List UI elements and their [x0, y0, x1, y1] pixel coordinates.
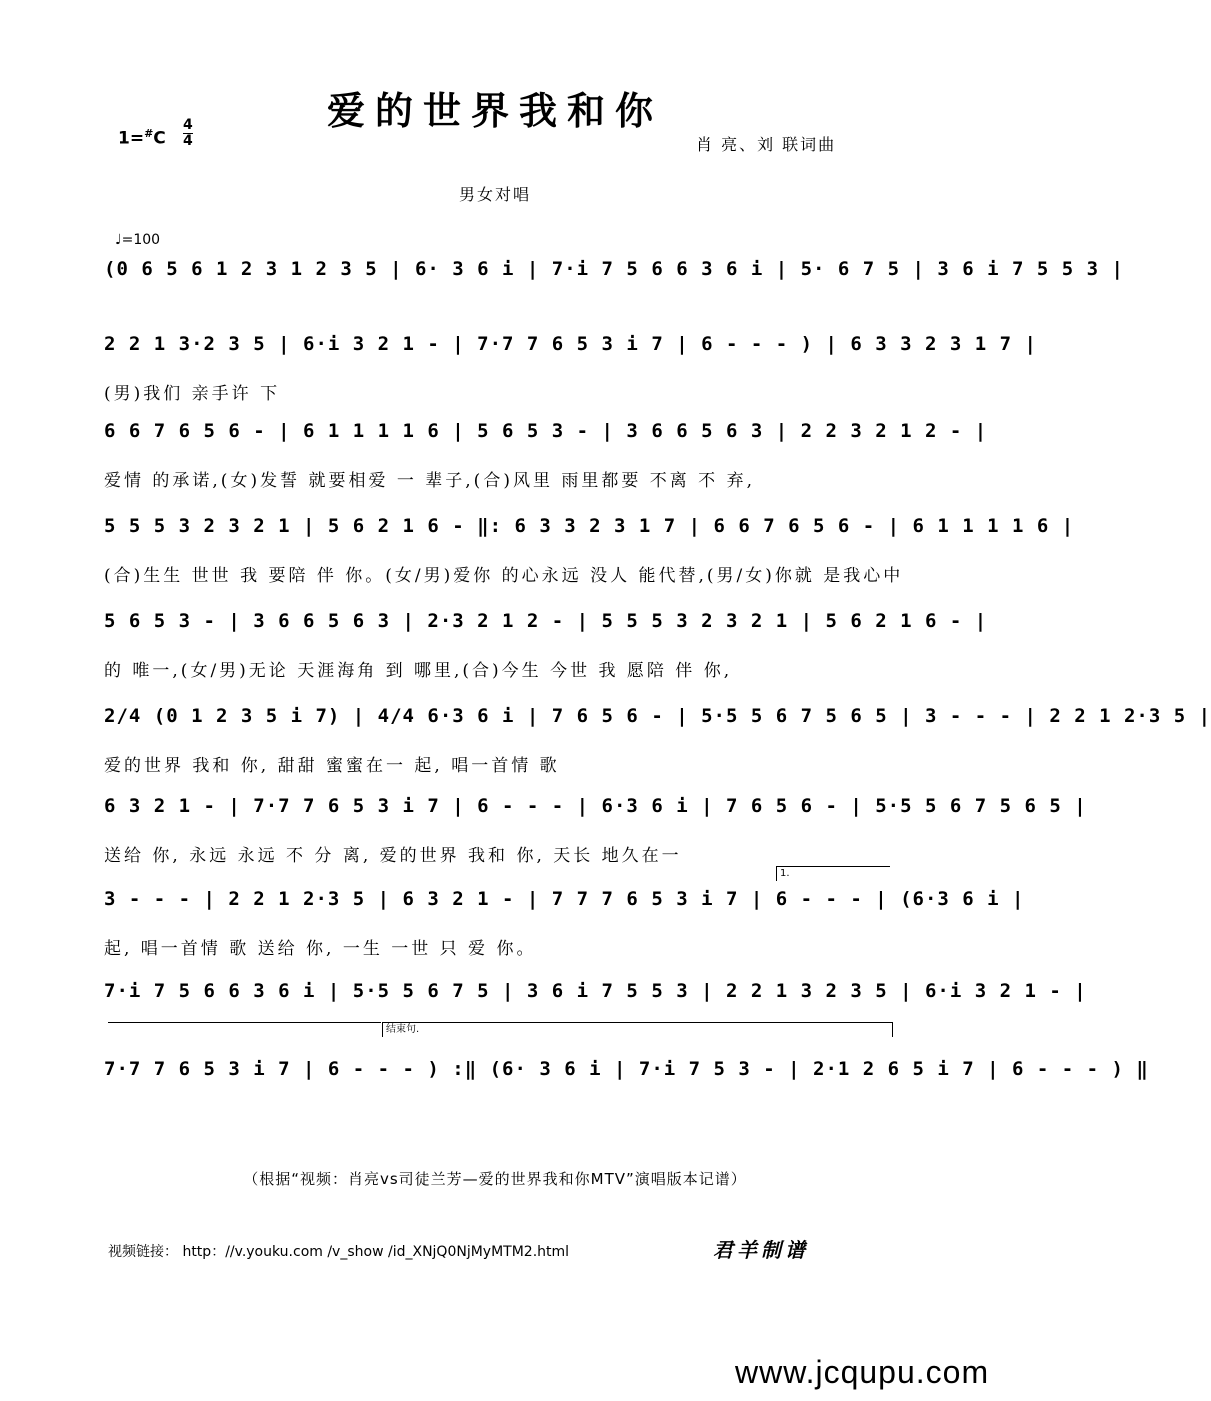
notation-line: 3 - - - | 2 2 1 2·3 5 | 6 3 2 1 - | 7 7 7 6 5 3 i 7 | 6 - - - | (6·3 6 i |	[104, 888, 1025, 910]
first-ending-label: 1.	[780, 868, 790, 879]
score-row-3	[104, 420, 988, 524]
lyrics-line: 爱的世界 我和 你, 甜甜 蜜蜜在一 起, 唱一首情 歌	[104, 756, 560, 776]
lyrics-line: 送给 你, 永远 永远 不 分 离, 爱的世界 我和 你, 天长 地久在一	[104, 846, 682, 866]
tempo-marking: ♩=100	[115, 232, 161, 248]
time-top: 4	[183, 117, 193, 133]
editor-signature: 君羊制谱	[713, 1238, 809, 1262]
time-signature	[183, 118, 193, 149]
score-row-10	[104, 1058, 1149, 1162]
notation-line: 7·i 7 5 6 6 3 6 i | 5·5 5 6 7 5 | 3 6 i 7 5 5 3 | 2 2 1 3 2 3 5 | 6·i 3 2 1 - |	[104, 980, 1087, 1002]
site-watermark: www.jcqupu.com	[735, 1354, 990, 1390]
video-link[interactable]: 视频链接： http：//v.youku.com /v_show /id_XNjQ0NjMyMTM2.html	[108, 1244, 570, 1260]
lyrics-line: 爱情 的承诺,(女)发誓 就要相爱 一 辈子,(合)风里 雨里都要 不离 不 弃,	[104, 471, 755, 491]
composer-credit: 肖 亮、刘 联词曲	[696, 135, 837, 154]
lyrics-line: (合)生生 世世 我 要陪 伴 你。(女/男)爱你 的心永远 没人 能代替,(男/女)你就 是我心中	[104, 566, 904, 586]
transcription-source-note: （根据“视频：肖亮vs司徒兰芳—爱的世界我和你MTV”演唱版本记谱）	[243, 1170, 747, 1188]
notation-line: 2/4 (0 1 2 3 5 i 7) | 4/4 6·3 6 i | 7 6 5 6 - | 5·5 5 6 7 5 6 5 | 3 - - - | 2 2 1 2·3 5 |	[104, 705, 1211, 727]
lyrics-line: 的 唯一,(女/男)无论 天涯海角 到 哪里,(合)今生 今世 我 愿陪 伴 你,	[104, 661, 733, 681]
score-row-6	[104, 705, 1211, 809]
lyrics-line	[104, 304, 894, 332]
final-ending-bracket	[382, 1022, 893, 1037]
notation-line: 6 6 7 6 5 6 - | 6 1 1 1 1 6 | 5 6 5 3 - | 3 6 6 5 6 3 | 2 2 3 2 1 2 - |	[104, 420, 988, 442]
song-title: 爱的世界我和你	[326, 88, 663, 133]
first-ending-continuation	[108, 1022, 381, 1037]
key-note: C	[153, 128, 166, 149]
score-row-5	[104, 610, 988, 714]
lyrics-line	[104, 1104, 894, 1132]
final-ending-label: 结束句.	[386, 1024, 420, 1035]
key-prefix: 1=	[118, 128, 145, 149]
first-ending-bracket	[776, 866, 890, 881]
notation-line: 6 3 2 1 - | 7·7 7 6 5 3 i 7 | 6 - - - | 6·3 6 i | 7 6 5 6 - | 5·5 5 6 7 5 6 5 |	[104, 795, 1087, 817]
notation-line: 2 2 1 3·2 3 5 | 6·i 3 2 1 - | 7·7 7 6 5 3 i 7 | 6 - - - ) | 6 3 3 2 3 1 7 |	[104, 333, 1037, 355]
performance-subtitle: 男女对唱	[458, 185, 531, 204]
time-bottom: 4	[183, 133, 193, 149]
notation-line: 5 5 5 3 2 3 2 1 | 5 6 2 1 6 - ‖: 6 3 3 2 3 1 7 | 6 6 7 6 5 6 - | 6 1 1 1 1 6 |	[104, 515, 1075, 537]
notation-line: 5 6 5 3 - | 3 6 6 5 6 3 | 2·3 2 1 2 - | 5 5 5 3 2 3 2 1 | 5 6 2 1 6 - |	[104, 610, 988, 632]
key-sharp: #	[144, 127, 154, 140]
score-row-4	[104, 515, 1075, 619]
key-signature	[118, 127, 166, 149]
notation-line: 7·7 7 6 5 3 i 7 | 6 - - - ) :‖ (6· 3 6 i | 7·i 7 5 3 - | 2·1 2 6 5 i 7 | 6 - - - ) ‖	[104, 1058, 1149, 1080]
lyrics-line: (男)我们 亲手许 下	[104, 384, 281, 404]
lyrics-line: 起, 唱一首情 歌 送给 你, 一生 一世 只 爱 你。	[104, 939, 537, 959]
notation-line: (0 6 5 6 1 2 3 1 2 3 5 | 6· 3 6 i | 7·i 7 5 6 6 3 6 i | 5· 6 7 5 | 3 6 i 7 5 5 3 |	[104, 258, 1124, 280]
